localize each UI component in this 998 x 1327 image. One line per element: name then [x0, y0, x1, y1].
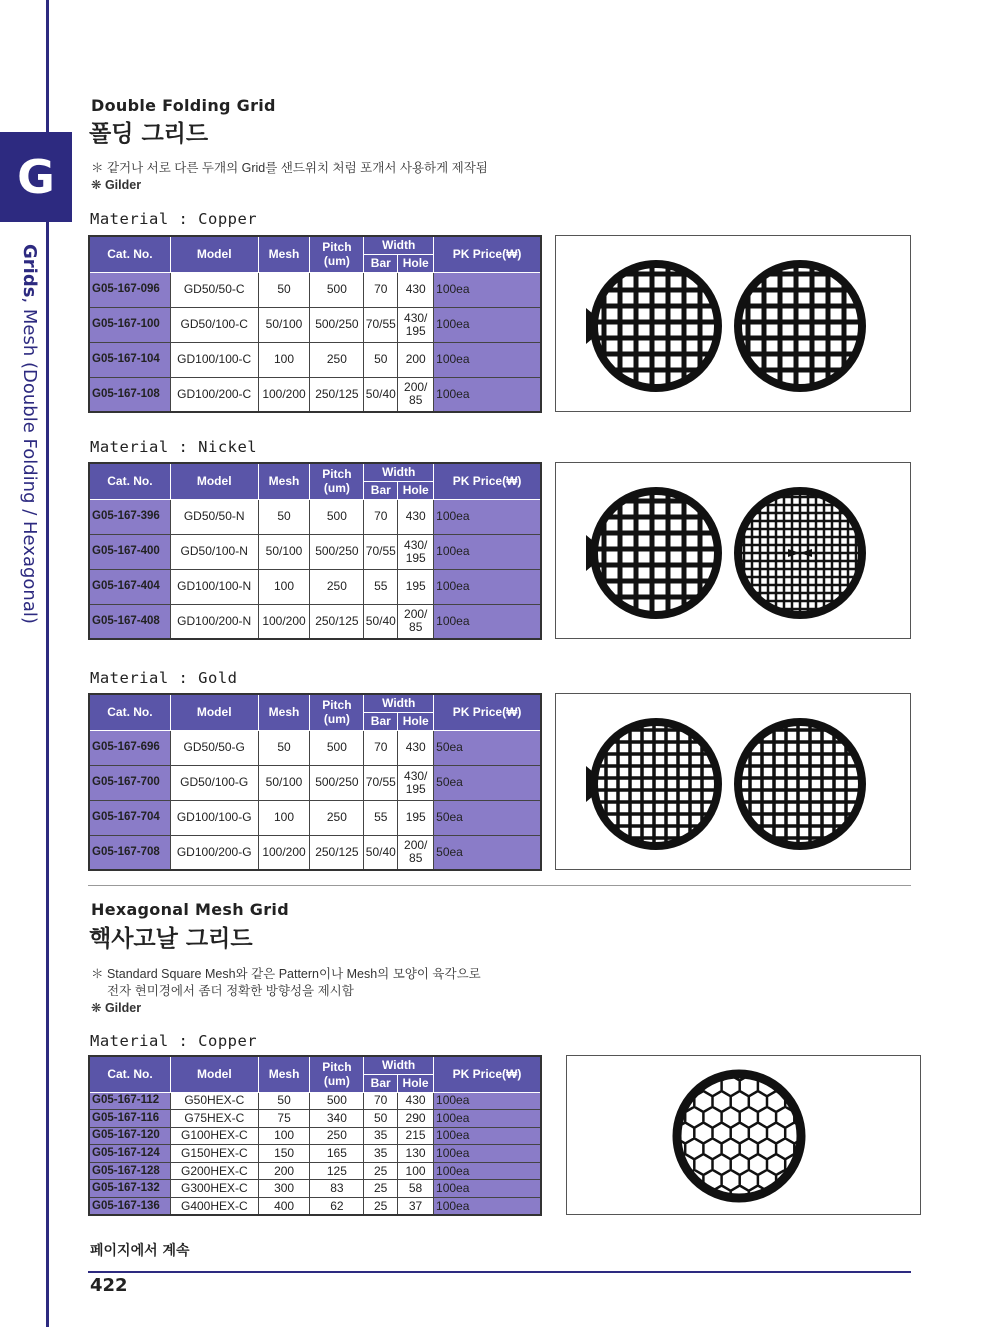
header-cat: Cat. No. — [89, 1056, 170, 1092]
table-row — [89, 342, 541, 377]
hole: 200/ 85 — [398, 377, 434, 412]
model: GD50/50-G — [170, 730, 258, 765]
bar: 50/40 — [364, 835, 398, 870]
gold-table — [88, 693, 542, 871]
header-model: Model — [170, 236, 258, 272]
bar: 35 — [364, 1127, 398, 1145]
continued-note: 페이지에서 계속 — [90, 1243, 190, 1259]
nickel-grid-image — [555, 462, 911, 639]
model: G50HEX-C — [170, 1092, 258, 1110]
header-pk-price: PK Price(₩) — [434, 694, 541, 730]
bar: 70 — [364, 730, 398, 765]
footer-rule — [88, 1271, 911, 1273]
header-mesh: Mesh — [258, 463, 310, 499]
header-pk-price: PK Price(₩) — [434, 236, 541, 272]
hole: 130 — [398, 1145, 434, 1163]
mesh: 100/200 — [258, 377, 310, 412]
header-width: Width — [364, 236, 434, 254]
cat-no: G05-167-132 — [89, 1180, 170, 1198]
side-title-rest: , Mesh (Double Folding / Hexagonal) — [19, 297, 40, 624]
table-row — [89, 307, 541, 342]
hole: 430/ 195 — [398, 307, 434, 342]
cat-no: G05-167-112 — [89, 1092, 170, 1110]
pk-price: 100ea — [434, 534, 541, 569]
cat-no: G05-167-100 — [89, 307, 170, 342]
pk-price: 100ea — [434, 1092, 541, 1110]
header-pitch: Pitch (um) — [310, 694, 364, 730]
table-row — [89, 1162, 541, 1180]
bar: 50 — [364, 342, 398, 377]
model: G100HEX-C — [170, 1127, 258, 1145]
model: G300HEX-C — [170, 1180, 258, 1198]
mesh: 50 — [258, 730, 310, 765]
hole: 100 — [398, 1162, 434, 1180]
cat-no: G05-167-136 — [89, 1198, 170, 1216]
hex-maker: ❋ Gilder — [91, 1001, 142, 1015]
pitch: 250 — [310, 569, 364, 604]
header-width: Width — [364, 694, 434, 712]
pitch: 62 — [310, 1198, 364, 1216]
model: GD50/100-C — [170, 307, 258, 342]
mesh: 100 — [258, 1127, 310, 1145]
mesh: 50/100 — [258, 534, 310, 569]
page-number: 422 — [90, 1275, 128, 1296]
cat-no: G05-167-408 — [89, 604, 170, 639]
mesh: 200 — [258, 1162, 310, 1180]
hex-note-2: 전자 현미경에서 좀더 정확한 방향성을 제시함 — [107, 984, 354, 998]
hex-maker-name: Gilder — [104, 1001, 142, 1015]
pk-price: 100ea — [434, 1110, 541, 1128]
hole: 430 — [398, 730, 434, 765]
gold-label: Material : Gold — [90, 669, 238, 687]
table-row — [89, 800, 541, 835]
header-cat: Cat. No. — [89, 694, 170, 730]
cat-no: G05-167-116 — [89, 1110, 170, 1128]
table-row — [89, 499, 541, 534]
hole: 195 — [398, 800, 434, 835]
cat-no: G05-167-696 — [89, 730, 170, 765]
model: GD100/200-G — [170, 835, 258, 870]
model: GD50/100-G — [170, 765, 258, 800]
mesh: 100 — [258, 342, 310, 377]
pitch: 500/250 — [310, 307, 364, 342]
cat-no: G05-167-096 — [89, 272, 170, 307]
hole: 430 — [398, 272, 434, 307]
pk-price: 50ea — [434, 835, 541, 870]
cat-no: G05-167-400 — [89, 534, 170, 569]
cat-no: G05-167-708 — [89, 835, 170, 870]
mesh: 100 — [258, 569, 310, 604]
hole: 200/ 85 — [398, 835, 434, 870]
header-bar: Bar — [364, 712, 398, 730]
cat-no: G05-167-704 — [89, 800, 170, 835]
table-row — [89, 604, 541, 639]
hex-note-1: ＊ Standard Square Mesh와 같은 Pattern이나 Mesh의 모양이 육각으로 — [91, 967, 481, 981]
header-bar: Bar — [364, 1074, 398, 1092]
header-cat: Cat. No. — [89, 463, 170, 499]
pk-price: 100ea — [434, 499, 541, 534]
pitch: 500 — [310, 730, 364, 765]
hex-table — [88, 1055, 542, 1216]
header-mesh: Mesh — [258, 236, 310, 272]
folding-title-ko: 폴딩 그리드 — [89, 121, 209, 147]
pitch: 340 — [310, 1110, 364, 1128]
pitch: 125 — [310, 1162, 364, 1180]
model: GD100/200-C — [170, 377, 258, 412]
bar: 70/55 — [364, 765, 398, 800]
side-title — [10, 240, 46, 670]
hole: 430 — [398, 499, 434, 534]
header-hole: Hole — [398, 1074, 434, 1092]
bar: 50/40 — [364, 377, 398, 412]
bar: 70/55 — [364, 534, 398, 569]
header-model: Model — [170, 694, 258, 730]
pk-price: 100ea — [434, 569, 541, 604]
cat-no: G05-167-396 — [89, 499, 170, 534]
pitch: 250/125 — [310, 377, 364, 412]
gold-grid-image — [555, 693, 911, 870]
folding-maker: ❋ Gilder — [91, 178, 142, 192]
bar: 70/55 — [364, 307, 398, 342]
hole: 37 — [398, 1198, 434, 1216]
bar: 35 — [364, 1145, 398, 1163]
pitch: 250/125 — [310, 835, 364, 870]
hole: 200/ 85 — [398, 604, 434, 639]
bar: 70 — [364, 1092, 398, 1110]
mesh: 100/200 — [258, 604, 310, 639]
model: G75HEX-C — [170, 1110, 258, 1128]
pk-price: 50ea — [434, 765, 541, 800]
cat-no: G05-167-128 — [89, 1162, 170, 1180]
pitch: 500 — [310, 272, 364, 307]
bar: 55 — [364, 800, 398, 835]
nickel-label: Material : Nickel — [90, 438, 258, 456]
table-row — [89, 569, 541, 604]
header-pitch: Pitch (um) — [310, 1056, 364, 1092]
header-bar: Bar — [364, 481, 398, 499]
header-width: Width — [364, 1056, 434, 1074]
header-bar: Bar — [364, 254, 398, 272]
bar: 25 — [364, 1180, 398, 1198]
header-mesh: Mesh — [258, 694, 310, 730]
hole: 195 — [398, 569, 434, 604]
mesh: 50/100 — [258, 765, 310, 800]
hex-copper-label: Material : Copper — [90, 1032, 258, 1050]
cat-no: G05-167-124 — [89, 1145, 170, 1163]
header-pitch: Pitch (um) — [310, 463, 364, 499]
bar: 50 — [364, 1110, 398, 1128]
mesh: 50 — [258, 499, 310, 534]
cat-no: G05-167-108 — [89, 377, 170, 412]
mesh: 50 — [258, 272, 310, 307]
table-row — [89, 377, 541, 412]
table-row — [89, 1092, 541, 1110]
header-hole: Hole — [398, 712, 434, 730]
hole: 290 — [398, 1110, 434, 1128]
header-cat: Cat. No. — [89, 236, 170, 272]
pitch: 250/125 — [310, 604, 364, 639]
pk-price: 100ea — [434, 307, 541, 342]
header-model: Model — [170, 463, 258, 499]
model: GD50/50-C — [170, 272, 258, 307]
pitch: 250 — [310, 800, 364, 835]
cat-no: G05-167-404 — [89, 569, 170, 604]
pitch: 500/250 — [310, 765, 364, 800]
pk-price: 100ea — [434, 272, 541, 307]
header-pitch: Pitch (um) — [310, 236, 364, 272]
pk-price: 100ea — [434, 1162, 541, 1180]
hex-grid-image — [566, 1055, 921, 1215]
model: GD50/50-N — [170, 499, 258, 534]
table-row — [89, 730, 541, 765]
pitch: 500/250 — [310, 534, 364, 569]
header-hole: Hole — [398, 481, 434, 499]
cat-no: G05-167-104 — [89, 342, 170, 377]
section-tab: G — [0, 132, 72, 222]
table-row — [89, 835, 541, 870]
mesh: 150 — [258, 1145, 310, 1163]
pk-price: 100ea — [434, 1145, 541, 1163]
side-title-bold: Grids — [19, 244, 40, 298]
table-row — [89, 1127, 541, 1145]
model: G400HEX-C — [170, 1198, 258, 1216]
pk-price: 100ea — [434, 1180, 541, 1198]
model: GD50/100-N — [170, 534, 258, 569]
bar: 70 — [364, 499, 398, 534]
mesh: 300 — [258, 1180, 310, 1198]
nickel-table — [88, 462, 542, 640]
mesh: 100/200 — [258, 835, 310, 870]
model: G150HEX-C — [170, 1145, 258, 1163]
table-row — [89, 272, 541, 307]
table-row — [89, 1180, 541, 1198]
cat-no: G05-167-120 — [89, 1127, 170, 1145]
hole: 58 — [398, 1180, 434, 1198]
copper-table — [88, 235, 542, 413]
pitch: 165 — [310, 1145, 364, 1163]
model: GD100/100-G — [170, 800, 258, 835]
hole: 200 — [398, 342, 434, 377]
header-pk-price: PK Price(₩) — [434, 463, 541, 499]
pk-price: 50ea — [434, 730, 541, 765]
table-row — [89, 1110, 541, 1128]
cat-no: G05-167-700 — [89, 765, 170, 800]
pitch: 250 — [310, 342, 364, 377]
header-pk-price: PK Price(₩) — [434, 1056, 541, 1092]
folding-note: ＊ 같거나 서로 다른 두개의 Grid를 샌드위치 처럼 포개서 사용하게 제작됨 — [91, 161, 488, 175]
folding-maker-name: Gilder — [104, 178, 142, 192]
pk-price: 100ea — [434, 1127, 541, 1145]
pk-price: 50ea — [434, 800, 541, 835]
header-model: Model — [170, 1056, 258, 1092]
header-mesh: Mesh — [258, 1056, 310, 1092]
pitch: 500 — [310, 1092, 364, 1110]
bar: 25 — [364, 1162, 398, 1180]
pitch: 83 — [310, 1180, 364, 1198]
folding-title-en: Double Folding Grid — [91, 96, 276, 115]
hex-mesh-pattern — [640, 1056, 920, 1214]
hole: 430/ 195 — [398, 534, 434, 569]
pk-price: 100ea — [434, 1198, 541, 1216]
mesh: 400 — [258, 1198, 310, 1216]
header-width: Width — [364, 463, 434, 481]
mesh: 50 — [258, 1092, 310, 1110]
hole: 215 — [398, 1127, 434, 1145]
model: G200HEX-C — [170, 1162, 258, 1180]
table-row — [89, 534, 541, 569]
bar: 50/40 — [364, 604, 398, 639]
bar: 70 — [364, 272, 398, 307]
table-row — [89, 1198, 541, 1216]
mesh: 100 — [258, 800, 310, 835]
bar: 55 — [364, 569, 398, 604]
pk-price: 100ea — [434, 342, 541, 377]
pitch: 250 — [310, 1127, 364, 1145]
pitch: 500 — [310, 499, 364, 534]
model: GD100/100-N — [170, 569, 258, 604]
model: GD100/100-C — [170, 342, 258, 377]
mesh: 50/100 — [258, 307, 310, 342]
hex-title-ko: 핵사고날 그리드 — [89, 926, 253, 952]
pk-price: 100ea — [434, 604, 541, 639]
hex-title-en: Hexagonal Mesh Grid — [91, 900, 289, 919]
mesh: 75 — [258, 1110, 310, 1128]
copper-grid-image — [555, 235, 911, 412]
table-row — [89, 765, 541, 800]
hole: 430 — [398, 1092, 434, 1110]
hole: 430/ 195 — [398, 765, 434, 800]
pk-price: 100ea — [434, 377, 541, 412]
copper-label: Material : Copper — [90, 210, 258, 228]
table-row — [89, 1145, 541, 1163]
section-divider — [88, 885, 911, 886]
model: GD100/200-N — [170, 604, 258, 639]
bar: 25 — [364, 1198, 398, 1216]
header-hole: Hole — [398, 254, 434, 272]
